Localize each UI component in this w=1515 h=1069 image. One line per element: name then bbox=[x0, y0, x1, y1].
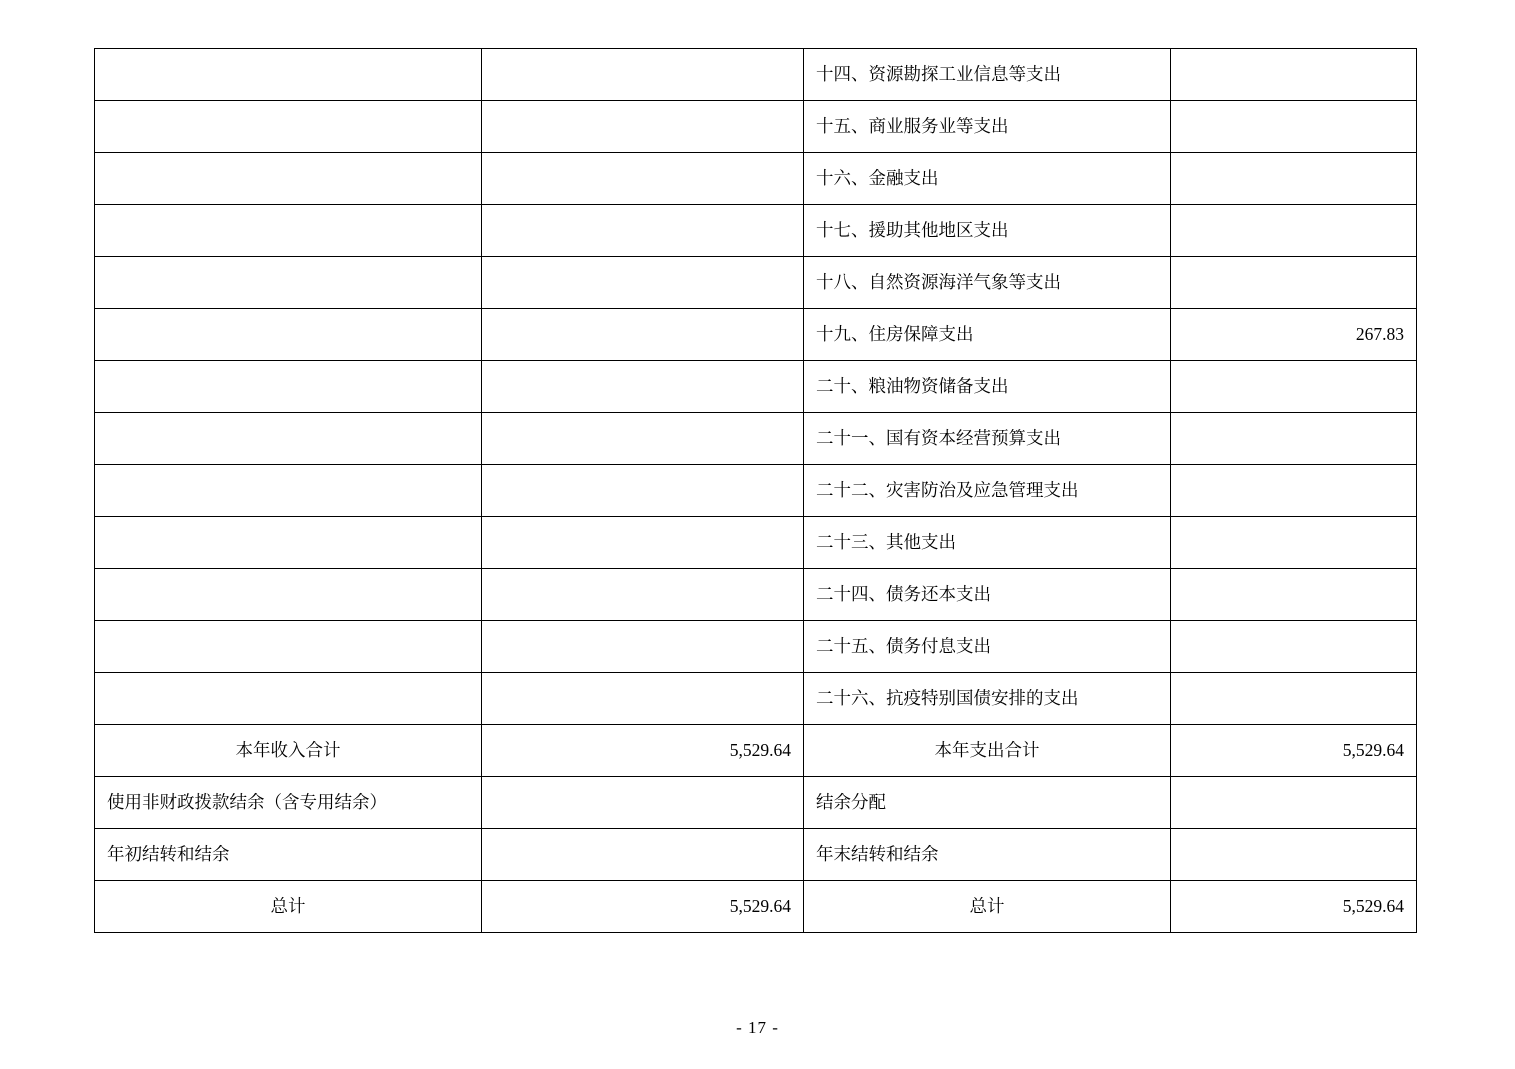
income-label-cell bbox=[95, 49, 482, 101]
expenditure-label-cell: 年末结转和结余 bbox=[804, 829, 1171, 881]
income-value-cell bbox=[482, 569, 804, 621]
income-label-cell bbox=[95, 413, 482, 465]
expenditure-label-cell: 二十一、国有资本经营预算支出 bbox=[804, 413, 1171, 465]
expenditure-value-cell bbox=[1171, 465, 1417, 517]
expenditure-value-cell: 267.83 bbox=[1171, 309, 1417, 361]
table-row bbox=[95, 777, 1417, 829]
expenditure-label-cell: 十四、资源勘探工业信息等支出 bbox=[804, 49, 1171, 101]
table-row bbox=[95, 621, 1417, 673]
income-value-cell bbox=[482, 257, 804, 309]
income-label-cell bbox=[95, 257, 482, 309]
expenditure-label-cell: 十八、自然资源海洋气象等支出 bbox=[804, 257, 1171, 309]
table-row bbox=[95, 569, 1417, 621]
income-label-cell bbox=[95, 309, 482, 361]
expenditure-value-cell bbox=[1171, 49, 1417, 101]
expenditure-value-cell bbox=[1171, 777, 1417, 829]
table-row bbox=[95, 725, 1417, 777]
income-label-cell: 年初结转和结余 bbox=[95, 829, 482, 881]
income-label-cell bbox=[95, 621, 482, 673]
income-label-cell bbox=[95, 673, 482, 725]
table-row bbox=[95, 413, 1417, 465]
table-row bbox=[95, 673, 1417, 725]
expenditure-label-cell: 二十三、其他支出 bbox=[804, 517, 1171, 569]
table-row bbox=[95, 309, 1417, 361]
income-value-cell bbox=[482, 413, 804, 465]
income-value-cell bbox=[482, 361, 804, 413]
expenditure-value-cell bbox=[1171, 153, 1417, 205]
income-label-cell bbox=[95, 361, 482, 413]
table-row bbox=[95, 465, 1417, 517]
expenditure-label-cell: 二十四、债务还本支出 bbox=[804, 569, 1171, 621]
table-row bbox=[95, 101, 1417, 153]
expenditure-value-cell bbox=[1171, 621, 1417, 673]
table-row bbox=[95, 517, 1417, 569]
expenditure-label-cell: 十七、援助其他地区支出 bbox=[804, 205, 1171, 257]
expenditure-label-cell: 二十、粮油物资储备支出 bbox=[804, 361, 1171, 413]
table-row bbox=[95, 257, 1417, 309]
income-label-cell bbox=[95, 465, 482, 517]
expenditure-value-cell bbox=[1171, 569, 1417, 621]
expenditure-value-cell bbox=[1171, 413, 1417, 465]
income-value-cell: 5,529.64 bbox=[482, 881, 804, 933]
expenditure-label-cell: 十九、住房保障支出 bbox=[804, 309, 1171, 361]
expenditure-value-cell bbox=[1171, 257, 1417, 309]
expenditure-value-cell bbox=[1171, 361, 1417, 413]
expenditure-value-cell: 5,529.64 bbox=[1171, 881, 1417, 933]
income-label-cell: 总计 bbox=[95, 881, 482, 933]
expenditure-label-cell: 十六、金融支出 bbox=[804, 153, 1171, 205]
income-value-cell bbox=[482, 621, 804, 673]
income-value-cell bbox=[482, 153, 804, 205]
expenditure-label-cell: 十五、商业服务业等支出 bbox=[804, 101, 1171, 153]
table-body bbox=[95, 49, 1417, 933]
expenditure-label-cell: 二十六、抗疫特别国债安排的支出 bbox=[804, 673, 1171, 725]
table-row bbox=[95, 881, 1417, 933]
expenditure-label-cell: 本年支出合计 bbox=[804, 725, 1171, 777]
table-row bbox=[95, 49, 1417, 101]
expenditure-label-cell: 结余分配 bbox=[804, 777, 1171, 829]
expenditure-value-cell bbox=[1171, 829, 1417, 881]
table-row bbox=[95, 153, 1417, 205]
income-label-cell bbox=[95, 517, 482, 569]
income-label-cell: 使用非财政拨款结余（含专用结余） bbox=[95, 777, 482, 829]
income-label-cell bbox=[95, 101, 482, 153]
income-value-cell bbox=[482, 205, 804, 257]
table-row bbox=[95, 829, 1417, 881]
income-value-cell bbox=[482, 309, 804, 361]
table-row bbox=[95, 361, 1417, 413]
budget-summary-table bbox=[94, 48, 1417, 933]
table-row bbox=[95, 205, 1417, 257]
expenditure-value-cell: 5,529.64 bbox=[1171, 725, 1417, 777]
income-value-cell bbox=[482, 101, 804, 153]
income-value-cell: 5,529.64 bbox=[482, 725, 804, 777]
income-value-cell bbox=[482, 517, 804, 569]
expenditure-value-cell bbox=[1171, 673, 1417, 725]
income-value-cell bbox=[482, 673, 804, 725]
income-value-cell bbox=[482, 49, 804, 101]
income-label-cell bbox=[95, 569, 482, 621]
page-number: - 17 - bbox=[736, 1018, 779, 1037]
income-value-cell bbox=[482, 829, 804, 881]
income-label-cell bbox=[95, 153, 482, 205]
expenditure-label-cell: 二十五、债务付息支出 bbox=[804, 621, 1171, 673]
expenditure-value-cell bbox=[1171, 101, 1417, 153]
expenditure-value-cell bbox=[1171, 205, 1417, 257]
income-value-cell bbox=[482, 465, 804, 517]
expenditure-label-cell: 二十二、灾害防治及应急管理支出 bbox=[804, 465, 1171, 517]
expenditure-value-cell bbox=[1171, 517, 1417, 569]
income-label-cell: 本年收入合计 bbox=[95, 725, 482, 777]
income-value-cell bbox=[482, 777, 804, 829]
income-label-cell bbox=[95, 205, 482, 257]
expenditure-label-cell: 总计 bbox=[804, 881, 1171, 933]
